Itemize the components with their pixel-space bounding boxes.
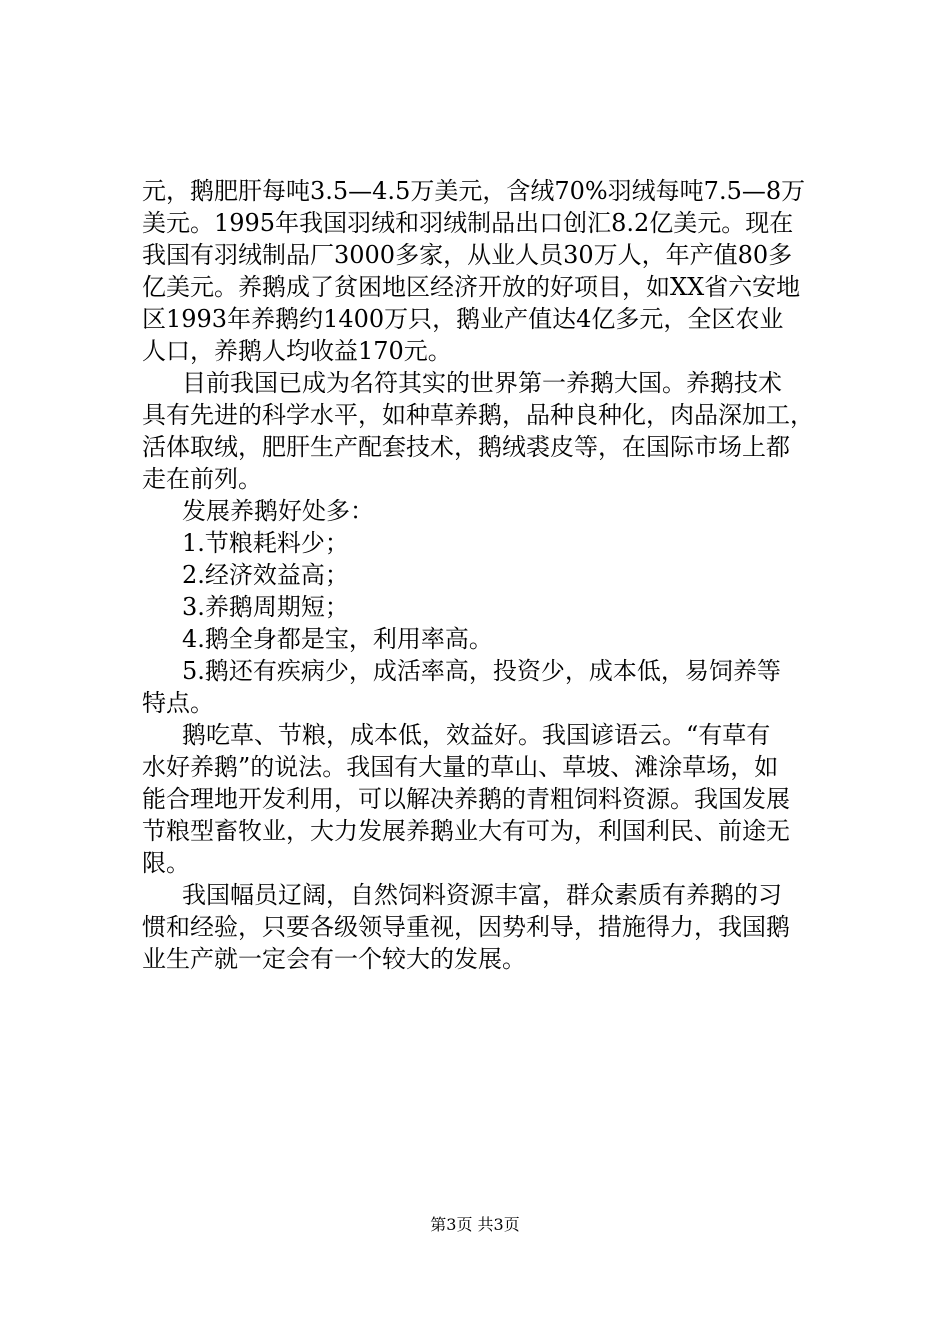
text-line: 能合理地开发利用，可以解决养鹅的青粗饲料资源。我国发展 xyxy=(142,785,790,813)
list-item: 1.节粮耗料少； xyxy=(182,529,349,557)
list-item: 4.鹅全身都是宝，利用率高。 xyxy=(182,625,493,653)
text-line: 美元。1995年我国羽绒和羽绒制品出口创汇8.2亿美元。现在 xyxy=(142,209,794,237)
text-line: 元，鹅肥肝每吨3.5—4.5万美元，含绒70%羽绒每吨7.5—8万 xyxy=(142,177,806,205)
text-line: 目前我国已成为名符其实的世界第一养鹅大国。养鹅技术 xyxy=(182,369,782,397)
text-line: 活体取绒，肥肝生产配套技术，鹅绒裘皮等，在国际市场上都 xyxy=(142,433,790,461)
text-line: 亿美元。养鹅成了贫困地区经济开放的好项目，如XX省六安地 xyxy=(142,273,801,301)
text-line: 水好养鹅”的说法。我国有大量的草山、草坡、滩涂草场，如 xyxy=(142,753,779,781)
text-line: 具有先进的科学水平，如种草养鹅，品种良种化，肉品深加工， xyxy=(142,401,814,429)
text-line: 限。 xyxy=(142,849,190,877)
text-line: 鹅吃草、节粮，成本低，效益好。我国谚语云。“有草有 xyxy=(182,721,771,749)
list-item: 5.鹅还有疾病少，成活率高，投资少，成本低，易饲养等 xyxy=(182,657,781,685)
text-line: 我国幅员辽阔，自然饲料资源丰富，群众素质有养鹅的习 xyxy=(182,881,782,909)
text-line: 特点。 xyxy=(142,689,214,717)
text-line: 业生产就一定会有一个较大的发展。 xyxy=(142,945,526,973)
text-line: 人口，养鹅人均收益170元。 xyxy=(142,337,452,365)
text-line: 走在前列。 xyxy=(142,465,262,493)
list-item: 3.养鹅周期短； xyxy=(182,593,349,621)
text-line: 节粮型畜牧业，大力发展养鹅业大有可为，利国利民、前途无 xyxy=(142,817,790,845)
list-item: 2.经济效益高； xyxy=(182,561,349,589)
page-number-footer: 第3页 共3页 xyxy=(430,1215,520,1234)
text-line: 区1993年养鹅约1400万只，鹅业产值达4亿多元，全区农业 xyxy=(142,305,784,333)
text-line: 惯和经验，只要各级领导重视，因势利导，措施得力，我国鹅 xyxy=(142,913,790,941)
text-line: 我国有羽绒制品厂3000多家，从业人员30万人，年产值80多 xyxy=(142,241,793,269)
text-line: 发展养鹅好处多： xyxy=(182,497,374,525)
